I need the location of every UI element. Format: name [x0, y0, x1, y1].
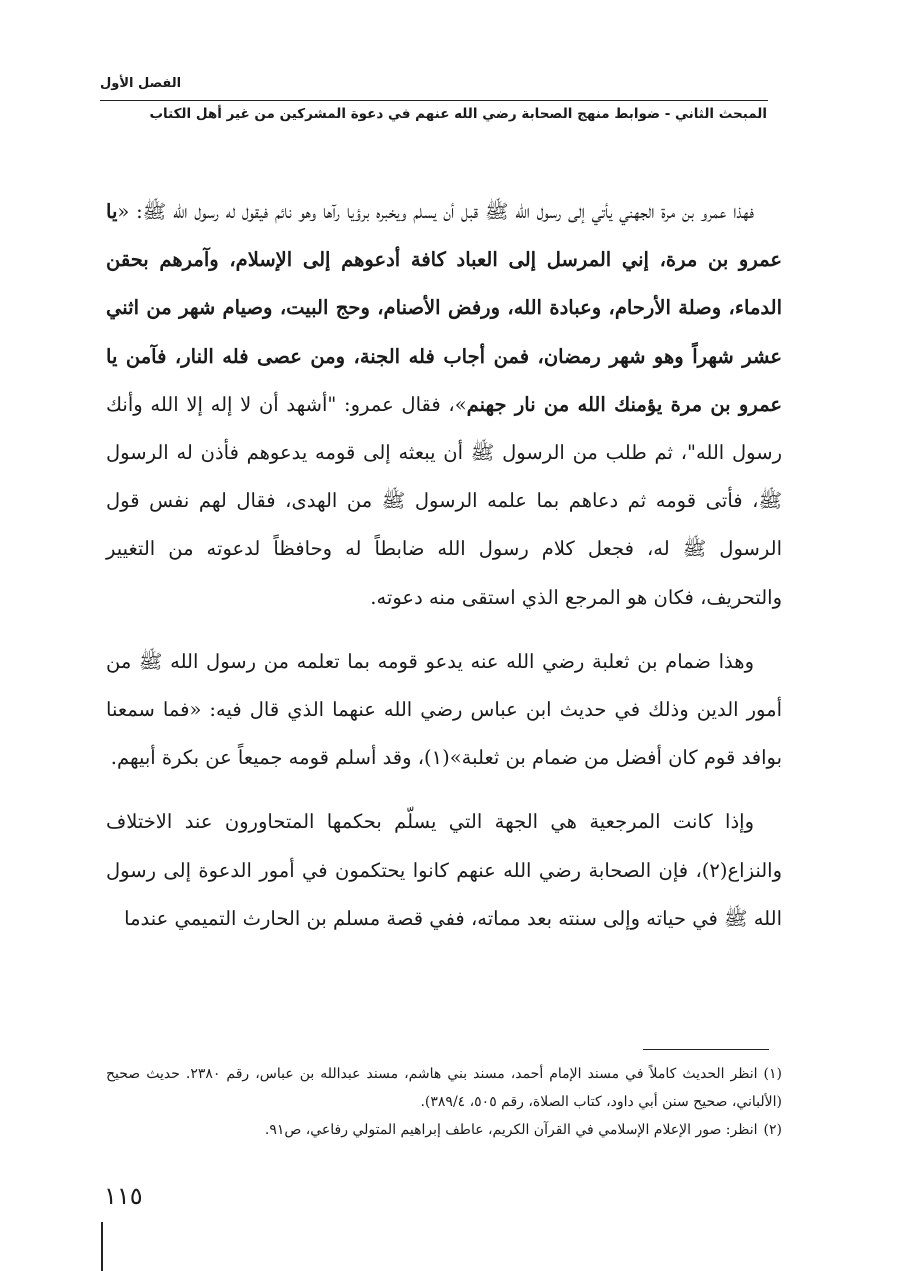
- quoted-hadith: يا عمرو بن مرة، إني المرسل إلى العباد كافة أدعوهم إلى الإسلام، وآمرهم بحقن الدماء، وصلة الأرحام، وعبادة الله، ورفض الأصنام، وحج البيت، وصيام شهر من اثني عشر شهراً وهو شهر رمضان، فمن أجاب فله الجنة، ومن عصى فله النار، فآمن يا عمرو بن مرة يؤمنك الله من نار جهنم: [106, 200, 782, 416]
- text-segment: وهذا ضمام بن ثعلبة رضي الله عنه يدعو قومه بما تعلمه من رسول الله ﷺ من أمور الدين وذلك في حديث ابن عباس رضي الله عنهما الذي قال فيه: «فما سمعنا بوافد قوم كان أفضل من ضمام بن ثعلبة»(١)، وقد أسلم قومه جميعاً عن بكرة أبيهم.: [106, 649, 782, 770]
- page-number: ١١٥: [104, 1182, 143, 1210]
- footnotes: [106, 1060, 782, 1144]
- footnote-2: [106, 1116, 782, 1144]
- text-segment: »، فقال عمرو: "أشهد أن لا إله إلا الله وأنك رسول الله"، ثم طلب من الرسول ﷺ أن يبعثه إلى قومه يدعوهم فأذن له الرسول ﷺ، فأتى قومه ثم دعاهم بما علمه الرسول ﷺ من الهدى، فقال لهم نفس قول الرسول ﷺ له، فجعل كلام رسول الله ضابطاً له وحافظاً لدعوته من التغيير والتحريف، فكان هو المرجع الذي استقى منه دعوته.: [106, 392, 782, 609]
- page-number-rule: [101, 1222, 103, 1271]
- footnote-number: (١): [763, 1066, 782, 1082]
- text-segment: فهذا عمرو بن مرة الجهني يأتي إلى رسول الله ﷺ قبل أن يسلم ويخبره برؤيا رآها وهو نائم فيقول له رسول الله ﷺ: «: [117, 200, 754, 223]
- header-rule: [100, 100, 768, 101]
- paragraph-3: [106, 798, 782, 943]
- footnote-text: انظر: صور الإعلام الإسلامي في القرآن الكريم، عاطف إبراهيم المتولي رفاعي، ص٩١.: [264, 1122, 758, 1138]
- text-segment: وإذا كانت المرجعية هي الجهة التي يسلّم بحكمها المتحاورون عند الاختلاف والنزاع(٢)، فإن الصحابة رضي الله عنهم كانوا يحتكمون في أمور الدعوة إلى رسول الله ﷺ في حياته وإلى سنته بعد مماته، ففي قصة مسلم بن الحارث التميمي عندما: [106, 810, 782, 930]
- paragraph-2: [106, 638, 782, 783]
- footnote-text: انظر الحديث كاملاً في مسند الإمام أحمد، مسند بني هاشم، مسند عبدالله بن عباس، رقم ٢٣٨٠. حديث صحيح (الألباني، صحيح سنن أبي داود، كتاب الصلاة، رقم ٥٠٥، ٣٨٩/٤).: [106, 1066, 782, 1110]
- footnote-number: (٢): [763, 1122, 782, 1138]
- paragraph-1: [106, 188, 782, 622]
- body-text: [106, 188, 782, 943]
- footnote-1: [106, 1060, 782, 1116]
- chapter-header: الفصل الأول: [100, 76, 182, 91]
- section-header: المبحث الثاني - ضوابط منهج الصحابة رضي الله عنهم في دعوة المشركين من غير أهل الكتاب: [149, 106, 767, 122]
- footnote-separator: [643, 1049, 769, 1050]
